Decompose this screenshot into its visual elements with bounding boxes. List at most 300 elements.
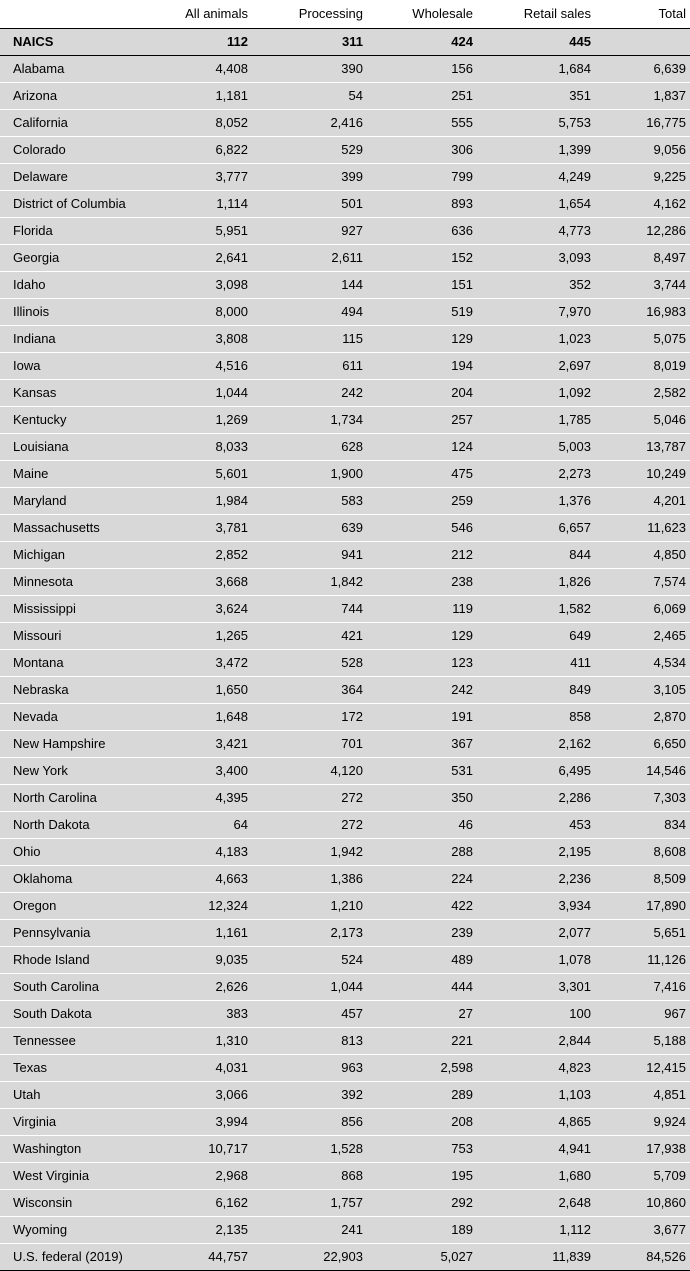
processing-cell: 1,210 xyxy=(258,893,373,920)
processing-cell: 241 xyxy=(258,1217,373,1244)
state-name: California xyxy=(0,110,150,137)
all-animals-cell: 1,114 xyxy=(150,191,258,218)
total-cell: 11,126 xyxy=(601,947,690,974)
table-row xyxy=(0,488,690,515)
all-animals-cell: 1,181 xyxy=(150,83,258,110)
processing-cell: 744 xyxy=(258,596,373,623)
wholesale-cell: 46 xyxy=(373,812,483,839)
wholesale-cell: 156 xyxy=(373,56,483,83)
table-row xyxy=(0,731,690,758)
all-animals-cell: 64 xyxy=(150,812,258,839)
total-cell: 5,709 xyxy=(601,1163,690,1190)
state-name: Alabama xyxy=(0,56,150,83)
wholesale-cell: 119 xyxy=(373,596,483,623)
all-animals-cell: 1,161 xyxy=(150,920,258,947)
table-row xyxy=(0,596,690,623)
table-row xyxy=(0,83,690,110)
state-name: Massachusetts xyxy=(0,515,150,542)
all-animals-cell: 2,135 xyxy=(150,1217,258,1244)
table-row xyxy=(0,299,690,326)
wholesale-cell: 367 xyxy=(373,731,483,758)
all-animals-cell: 3,421 xyxy=(150,731,258,758)
state-name: Kansas xyxy=(0,380,150,407)
all-animals-cell: 3,624 xyxy=(150,596,258,623)
wholesale-cell: 239 xyxy=(373,920,483,947)
column-header-processing: Processing xyxy=(258,0,373,29)
retail-sales-cell: 2,195 xyxy=(483,839,601,866)
state-name: Wyoming xyxy=(0,1217,150,1244)
retail-sales-cell: 858 xyxy=(483,704,601,731)
total-cell: 834 xyxy=(601,812,690,839)
processing-cell: 1,734 xyxy=(258,407,373,434)
processing-cell: 1,386 xyxy=(258,866,373,893)
state-name: District of Columbia xyxy=(0,191,150,218)
all-animals-cell: 1,269 xyxy=(150,407,258,434)
retail-sales-cell: 453 xyxy=(483,812,601,839)
wholesale-cell: 251 xyxy=(373,83,483,110)
processing-cell: 628 xyxy=(258,434,373,461)
all-animals-cell: 2,852 xyxy=(150,542,258,569)
table-row xyxy=(0,1001,690,1028)
column-header-state xyxy=(0,0,150,29)
processing-cell: 172 xyxy=(258,704,373,731)
retail-sales-cell: 6,495 xyxy=(483,758,601,785)
all-animals-cell: 4,663 xyxy=(150,866,258,893)
total-cell: 7,574 xyxy=(601,569,690,596)
wholesale-cell: 257 xyxy=(373,407,483,434)
wholesale-cell: 152 xyxy=(373,245,483,272)
total-cell: 5,188 xyxy=(601,1028,690,1055)
processing-cell: 501 xyxy=(258,191,373,218)
retail-sales-cell: 1,092 xyxy=(483,380,601,407)
all-animals-cell: 4,395 xyxy=(150,785,258,812)
state-name: Colorado xyxy=(0,137,150,164)
table-row xyxy=(0,164,690,191)
wholesale-cell: 444 xyxy=(373,974,483,1001)
retail-sales-cell: 1,376 xyxy=(483,488,601,515)
wholesale-cell: 189 xyxy=(373,1217,483,1244)
column-header-total: Total xyxy=(601,0,690,29)
retail-sales-cell: 649 xyxy=(483,623,601,650)
all-animals-cell: 10,717 xyxy=(150,1136,258,1163)
total-cell: 1,837 xyxy=(601,83,690,110)
wholesale-cell: 129 xyxy=(373,623,483,650)
table-row xyxy=(0,434,690,461)
retail-sales-cell: 1,023 xyxy=(483,326,601,353)
table-row xyxy=(0,137,690,164)
all-animals-cell: 3,777 xyxy=(150,164,258,191)
all-animals-cell: 2,968 xyxy=(150,1163,258,1190)
state-name: Nevada xyxy=(0,704,150,731)
processing-cell: 390 xyxy=(258,56,373,83)
table-row xyxy=(0,353,690,380)
table-row xyxy=(0,785,690,812)
wholesale-cell: 204 xyxy=(373,380,483,407)
state-name: North Carolina xyxy=(0,785,150,812)
processing-cell: 813 xyxy=(258,1028,373,1055)
retail-sales-cell: 4,249 xyxy=(483,164,601,191)
table-row xyxy=(0,758,690,785)
processing-cell: 364 xyxy=(258,677,373,704)
processing-cell: 927 xyxy=(258,218,373,245)
processing-cell: 2,416 xyxy=(258,110,373,137)
retail-sales-cell: 1,785 xyxy=(483,407,601,434)
table-row xyxy=(0,245,690,272)
total-cell: 5,046 xyxy=(601,407,690,434)
naics-row xyxy=(0,29,690,56)
state-name: New York xyxy=(0,758,150,785)
retail-sales-cell: 1,684 xyxy=(483,56,601,83)
total-cell: 2,465 xyxy=(601,623,690,650)
table-row xyxy=(0,623,690,650)
table-row xyxy=(0,1163,690,1190)
table-row xyxy=(0,407,690,434)
table-row xyxy=(0,461,690,488)
wholesale-cell: 123 xyxy=(373,650,483,677)
retail-sales-cell: 2,273 xyxy=(483,461,601,488)
processing-cell: 611 xyxy=(258,353,373,380)
retail-sales-cell: 1,680 xyxy=(483,1163,601,1190)
retail-sales-cell: 1,112 xyxy=(483,1217,601,1244)
retail-sales-cell: 3,301 xyxy=(483,974,601,1001)
total-cell: 12,286 xyxy=(601,218,690,245)
state-name: Mississippi xyxy=(0,596,150,623)
all-animals-cell: 1,650 xyxy=(150,677,258,704)
processing-cell: 2,611 xyxy=(258,245,373,272)
state-name: Nebraska xyxy=(0,677,150,704)
state-name: Oregon xyxy=(0,893,150,920)
total-cell: 12,415 xyxy=(601,1055,690,1082)
wholesale-cell: 893 xyxy=(373,191,483,218)
table-row xyxy=(0,704,690,731)
wholesale-cell: 350 xyxy=(373,785,483,812)
processing-cell: 941 xyxy=(258,542,373,569)
retail-sales-cell: 5,753 xyxy=(483,110,601,137)
total-cell: 17,890 xyxy=(601,893,690,920)
table-row xyxy=(0,272,690,299)
processing-cell: 1,044 xyxy=(258,974,373,1001)
processing-cell: 529 xyxy=(258,137,373,164)
retail-sales-cell: 7,970 xyxy=(483,299,601,326)
all-animals-cell: 4,516 xyxy=(150,353,258,380)
wholesale-cell: 208 xyxy=(373,1109,483,1136)
total-cell: 2,870 xyxy=(601,704,690,731)
state-name: South Carolina xyxy=(0,974,150,1001)
retail-sales-cell: 2,697 xyxy=(483,353,601,380)
state-name: Wisconsin xyxy=(0,1190,150,1217)
all-animals-cell: 12,324 xyxy=(150,893,258,920)
table-row xyxy=(0,569,690,596)
state-name: Indiana xyxy=(0,326,150,353)
total-cell: 6,639 xyxy=(601,56,690,83)
total-cell: 4,851 xyxy=(601,1082,690,1109)
total-cell: 9,225 xyxy=(601,164,690,191)
state-name: West Virginia xyxy=(0,1163,150,1190)
retail-sales-cell: 2,844 xyxy=(483,1028,601,1055)
retail-sales-cell: 1,654 xyxy=(483,191,601,218)
processing-cell: 583 xyxy=(258,488,373,515)
processing-cell: 524 xyxy=(258,947,373,974)
state-name: Texas xyxy=(0,1055,150,1082)
state-name: North Dakota xyxy=(0,812,150,839)
table-row xyxy=(0,947,690,974)
all-animals-cell: 3,994 xyxy=(150,1109,258,1136)
naics-code: 424 xyxy=(373,29,483,56)
state-name: Montana xyxy=(0,650,150,677)
wholesale-cell: 422 xyxy=(373,893,483,920)
processing-cell: 856 xyxy=(258,1109,373,1136)
table-row xyxy=(0,191,690,218)
wholesale-cell: 242 xyxy=(373,677,483,704)
naics-label: NAICS xyxy=(0,29,150,56)
state-name: Maine xyxy=(0,461,150,488)
total-cell: 16,983 xyxy=(601,299,690,326)
wholesale-cell: 289 xyxy=(373,1082,483,1109)
state-name: Tennessee xyxy=(0,1028,150,1055)
all-animals-cell: 1,984 xyxy=(150,488,258,515)
state-name: Washington xyxy=(0,1136,150,1163)
all-animals-cell: 8,000 xyxy=(150,299,258,326)
table-row xyxy=(0,1136,690,1163)
retail-sales-cell: 4,773 xyxy=(483,218,601,245)
processing-cell: 639 xyxy=(258,515,373,542)
total-cell: 84,526 xyxy=(601,1244,690,1271)
wholesale-cell: 475 xyxy=(373,461,483,488)
total-cell: 3,105 xyxy=(601,677,690,704)
table-row xyxy=(0,1190,690,1217)
table-row xyxy=(0,1109,690,1136)
all-animals-cell: 1,310 xyxy=(150,1028,258,1055)
total-cell: 14,546 xyxy=(601,758,690,785)
state-name: Illinois xyxy=(0,299,150,326)
state-name: South Dakota xyxy=(0,1001,150,1028)
wholesale-cell: 306 xyxy=(373,137,483,164)
processing-cell: 457 xyxy=(258,1001,373,1028)
processing-cell: 963 xyxy=(258,1055,373,1082)
wholesale-cell: 259 xyxy=(373,488,483,515)
total-cell: 44,757 xyxy=(150,1244,258,1271)
retail-sales-cell: 100 xyxy=(483,1001,601,1028)
total-label: U.S. federal (2019) xyxy=(0,1244,150,1271)
retail-sales-cell: 3,093 xyxy=(483,245,601,272)
all-animals-cell: 8,052 xyxy=(150,110,258,137)
all-animals-cell: 3,808 xyxy=(150,326,258,353)
retail-sales-cell: 1,078 xyxy=(483,947,601,974)
total-cell: 967 xyxy=(601,1001,690,1028)
retail-sales-cell: 2,286 xyxy=(483,785,601,812)
retail-sales-cell: 411 xyxy=(483,650,601,677)
all-animals-cell: 8,033 xyxy=(150,434,258,461)
table-row xyxy=(0,380,690,407)
total-cell: 9,056 xyxy=(601,137,690,164)
wholesale-cell: 194 xyxy=(373,353,483,380)
total-cell: 13,787 xyxy=(601,434,690,461)
state-name: Missouri xyxy=(0,623,150,650)
total-cell: 22,903 xyxy=(258,1244,373,1271)
total-cell: 16,775 xyxy=(601,110,690,137)
all-animals-cell: 4,183 xyxy=(150,839,258,866)
total-cell: 7,416 xyxy=(601,974,690,1001)
wholesale-cell: 753 xyxy=(373,1136,483,1163)
total-cell: 4,162 xyxy=(601,191,690,218)
table-header xyxy=(0,0,690,56)
total-cell: 4,201 xyxy=(601,488,690,515)
state-name: Idaho xyxy=(0,272,150,299)
total-cell: 3,744 xyxy=(601,272,690,299)
table-row xyxy=(0,1028,690,1055)
state-name: Louisiana xyxy=(0,434,150,461)
all-animals-cell: 6,822 xyxy=(150,137,258,164)
naics-code: 311 xyxy=(258,29,373,56)
state-name: Kentucky xyxy=(0,407,150,434)
all-animals-cell: 383 xyxy=(150,1001,258,1028)
processing-cell: 1,900 xyxy=(258,461,373,488)
table-row xyxy=(0,893,690,920)
total-cell: 4,534 xyxy=(601,650,690,677)
retail-sales-cell: 2,648 xyxy=(483,1190,601,1217)
processing-cell: 272 xyxy=(258,785,373,812)
processing-cell: 421 xyxy=(258,623,373,650)
wholesale-cell: 799 xyxy=(373,164,483,191)
table-row xyxy=(0,1055,690,1082)
total-cell: 8,497 xyxy=(601,245,690,272)
wholesale-cell: 531 xyxy=(373,758,483,785)
table-row xyxy=(0,1082,690,1109)
column-header-all-animals: All animals xyxy=(150,0,258,29)
all-animals-cell: 3,400 xyxy=(150,758,258,785)
processing-cell: 1,528 xyxy=(258,1136,373,1163)
total-cell: 9,924 xyxy=(601,1109,690,1136)
total-cell: 17,938 xyxy=(601,1136,690,1163)
processing-cell: 868 xyxy=(258,1163,373,1190)
table-row xyxy=(0,677,690,704)
all-animals-cell: 5,951 xyxy=(150,218,258,245)
processing-cell: 144 xyxy=(258,272,373,299)
wholesale-cell: 519 xyxy=(373,299,483,326)
wholesale-cell: 124 xyxy=(373,434,483,461)
all-animals-cell: 6,162 xyxy=(150,1190,258,1217)
wholesale-cell: 27 xyxy=(373,1001,483,1028)
retail-sales-cell: 351 xyxy=(483,83,601,110)
processing-cell: 1,942 xyxy=(258,839,373,866)
all-animals-cell: 1,044 xyxy=(150,380,258,407)
column-header-row xyxy=(0,0,690,29)
wholesale-cell: 224 xyxy=(373,866,483,893)
wholesale-cell: 288 xyxy=(373,839,483,866)
retail-sales-cell: 2,162 xyxy=(483,731,601,758)
column-header-retail-sales: Retail sales xyxy=(483,0,601,29)
total-cell: 3,677 xyxy=(601,1217,690,1244)
state-name: Delaware xyxy=(0,164,150,191)
wholesale-cell: 636 xyxy=(373,218,483,245)
state-name: Virginia xyxy=(0,1109,150,1136)
wholesale-cell: 238 xyxy=(373,569,483,596)
retail-sales-cell: 4,865 xyxy=(483,1109,601,1136)
total-cell: 11,839 xyxy=(483,1244,601,1271)
table-row xyxy=(0,515,690,542)
table-row xyxy=(0,839,690,866)
state-name: Maryland xyxy=(0,488,150,515)
state-name: Rhode Island xyxy=(0,947,150,974)
all-animals-cell: 9,035 xyxy=(150,947,258,974)
all-animals-cell: 5,601 xyxy=(150,461,258,488)
retail-sales-cell: 1,826 xyxy=(483,569,601,596)
retail-sales-cell: 1,399 xyxy=(483,137,601,164)
wholesale-cell: 555 xyxy=(373,110,483,137)
table-row xyxy=(0,110,690,137)
total-row xyxy=(0,1244,690,1271)
processing-cell: 4,120 xyxy=(258,758,373,785)
wholesale-cell: 546 xyxy=(373,515,483,542)
processing-cell: 272 xyxy=(258,812,373,839)
wholesale-cell: 129 xyxy=(373,326,483,353)
state-name: Ohio xyxy=(0,839,150,866)
state-name: Michigan xyxy=(0,542,150,569)
processing-cell: 528 xyxy=(258,650,373,677)
all-animals-cell: 1,648 xyxy=(150,704,258,731)
processing-cell: 54 xyxy=(258,83,373,110)
total-cell: 2,582 xyxy=(601,380,690,407)
state-name: Pennsylvania xyxy=(0,920,150,947)
total-cell: 11,623 xyxy=(601,515,690,542)
total-cell: 7,303 xyxy=(601,785,690,812)
table-row xyxy=(0,218,690,245)
retail-sales-cell: 2,236 xyxy=(483,866,601,893)
processing-cell: 242 xyxy=(258,380,373,407)
processing-cell: 701 xyxy=(258,731,373,758)
total-cell: 10,249 xyxy=(601,461,690,488)
all-animals-cell: 2,626 xyxy=(150,974,258,1001)
column-header-wholesale: Wholesale xyxy=(373,0,483,29)
processing-cell: 1,757 xyxy=(258,1190,373,1217)
total-cell: 10,860 xyxy=(601,1190,690,1217)
retail-sales-cell: 4,823 xyxy=(483,1055,601,1082)
state-name: Georgia xyxy=(0,245,150,272)
table-row xyxy=(0,866,690,893)
naics-code xyxy=(601,29,690,56)
all-animals-cell: 1,265 xyxy=(150,623,258,650)
all-animals-cell: 3,066 xyxy=(150,1082,258,1109)
table-row xyxy=(0,326,690,353)
table-row xyxy=(0,920,690,947)
table-row xyxy=(0,650,690,677)
retail-sales-cell: 844 xyxy=(483,542,601,569)
wholesale-cell: 195 xyxy=(373,1163,483,1190)
state-name: Arizona xyxy=(0,83,150,110)
state-name: Iowa xyxy=(0,353,150,380)
table-row xyxy=(0,56,690,83)
wholesale-cell: 191 xyxy=(373,704,483,731)
all-animals-cell: 4,408 xyxy=(150,56,258,83)
naics-code: 112 xyxy=(150,29,258,56)
wholesale-cell: 292 xyxy=(373,1190,483,1217)
processing-cell: 494 xyxy=(258,299,373,326)
retail-sales-cell: 1,103 xyxy=(483,1082,601,1109)
all-animals-cell: 3,781 xyxy=(150,515,258,542)
total-cell: 5,027 xyxy=(373,1244,483,1271)
processing-cell: 1,842 xyxy=(258,569,373,596)
retail-sales-cell: 5,003 xyxy=(483,434,601,461)
retail-sales-cell: 2,077 xyxy=(483,920,601,947)
processing-cell: 115 xyxy=(258,326,373,353)
retail-sales-cell: 4,941 xyxy=(483,1136,601,1163)
total-cell: 8,019 xyxy=(601,353,690,380)
all-animals-cell: 3,472 xyxy=(150,650,258,677)
retail-sales-cell: 352 xyxy=(483,272,601,299)
processing-cell: 399 xyxy=(258,164,373,191)
state-name: New Hampshire xyxy=(0,731,150,758)
wholesale-cell: 489 xyxy=(373,947,483,974)
